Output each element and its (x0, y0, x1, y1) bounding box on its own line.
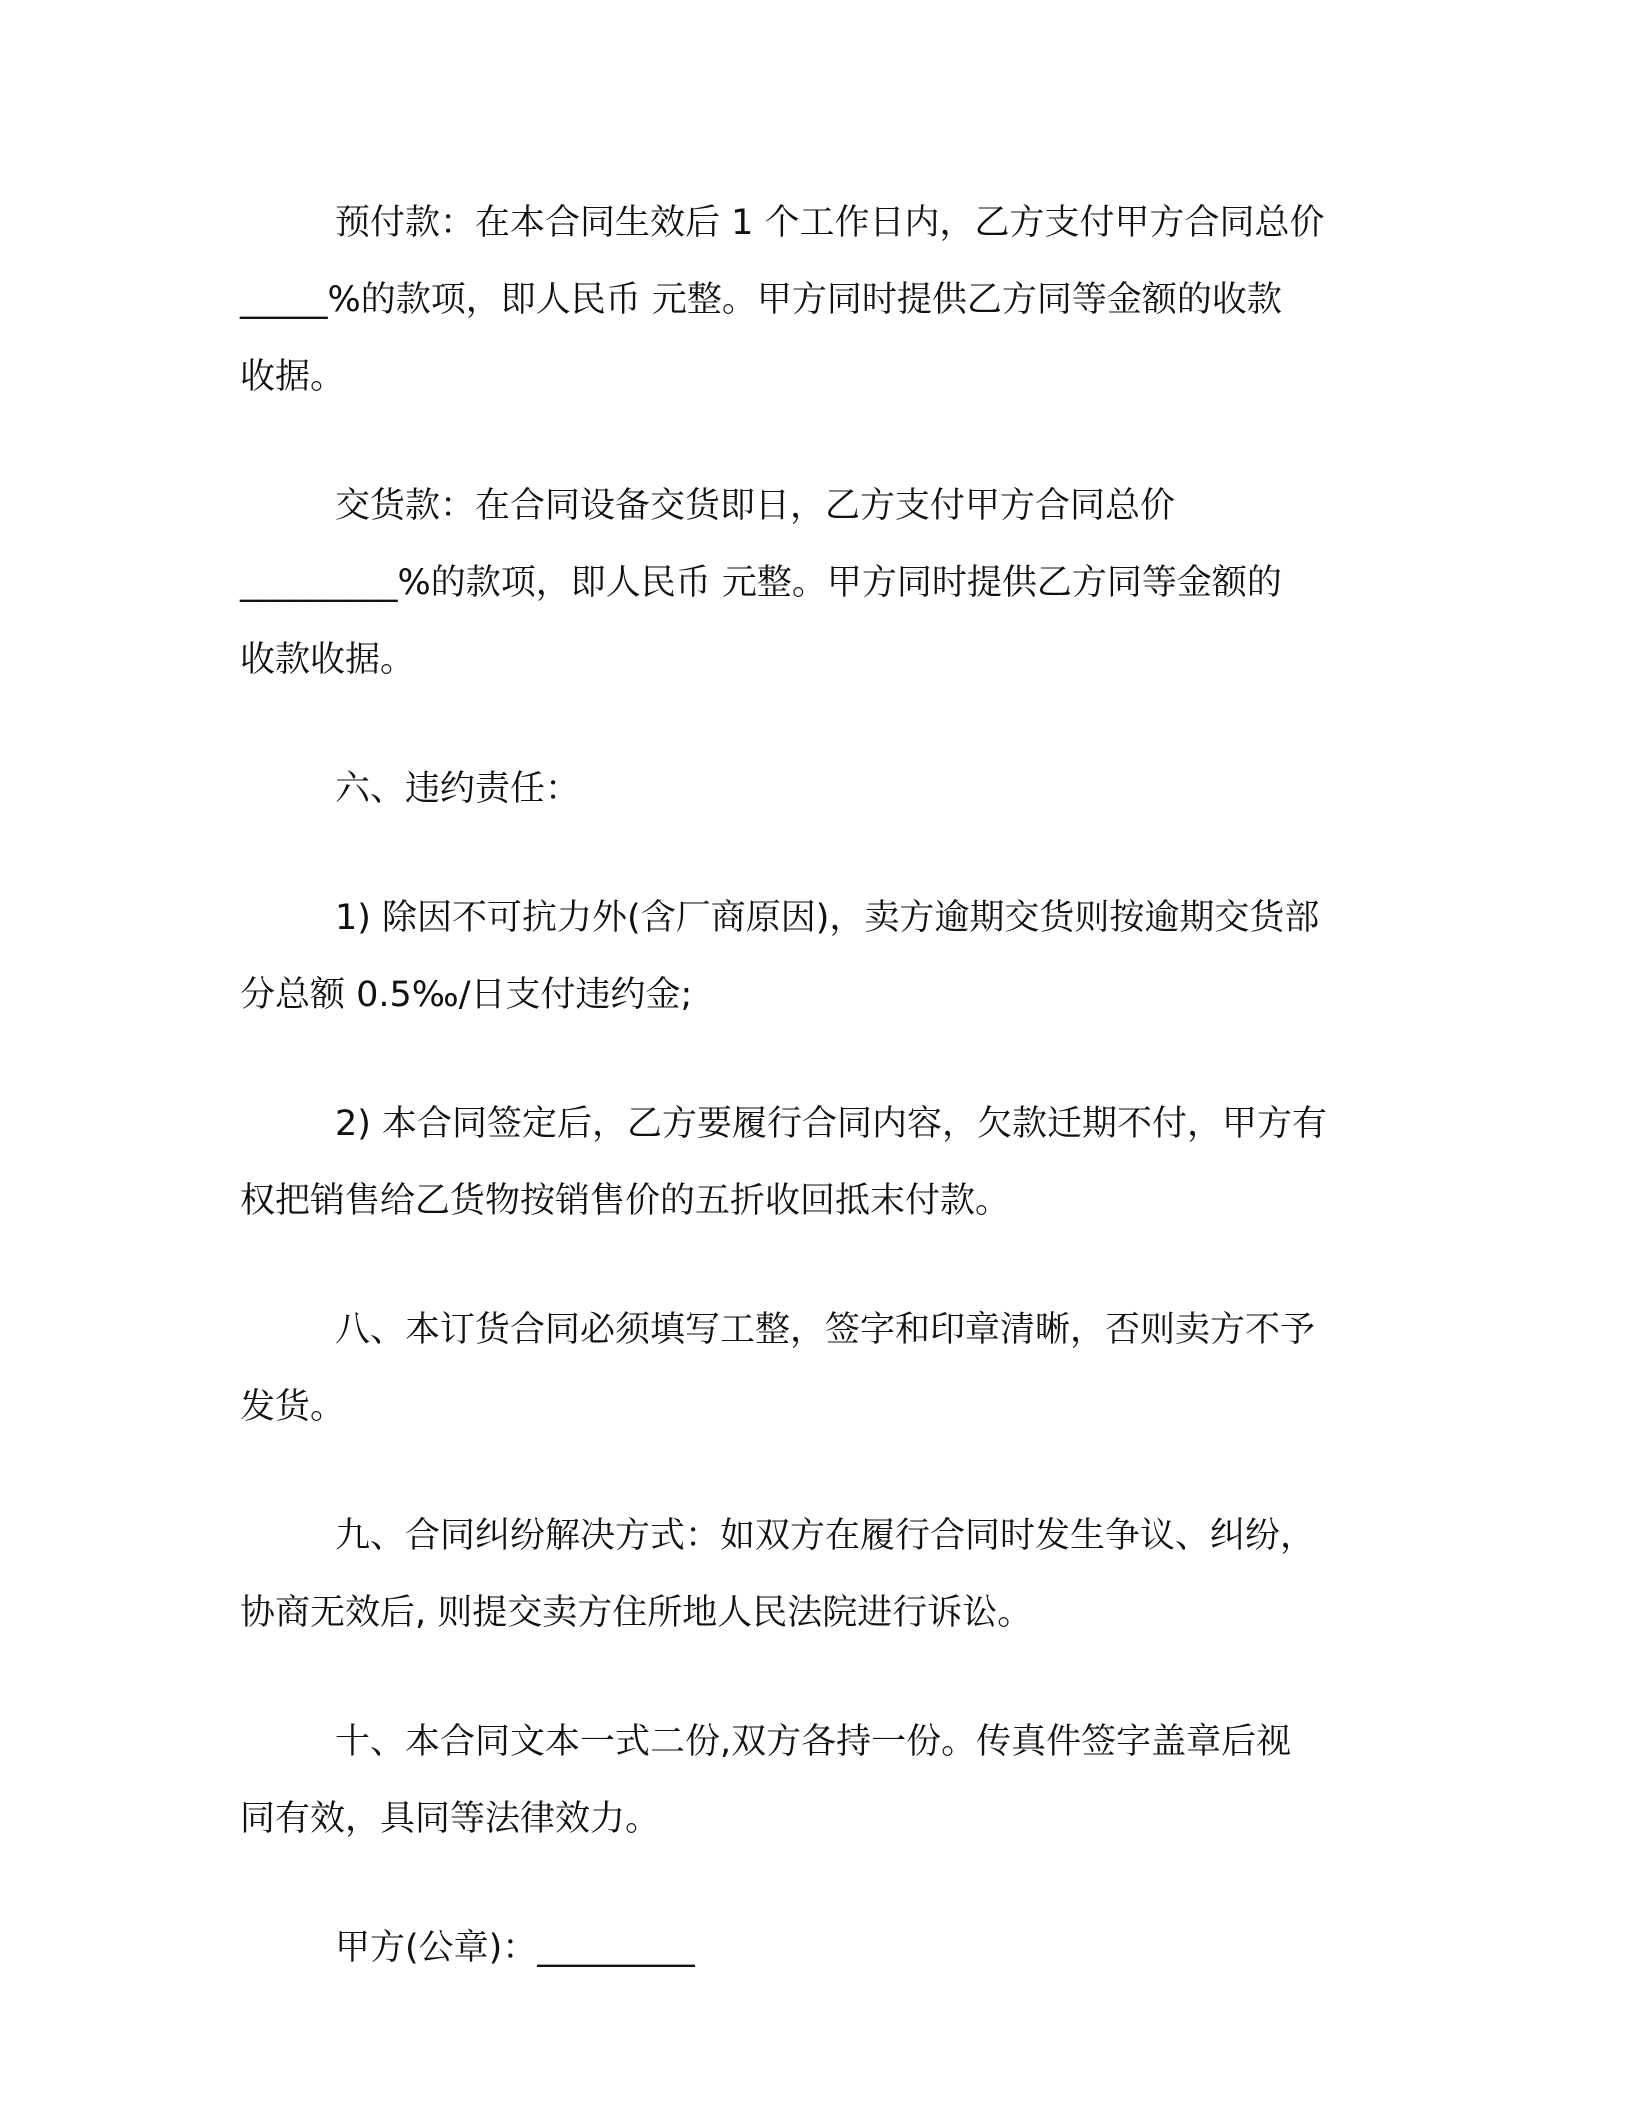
text-line: 八、本订货合同必须填写工整，签字和印章清晰，否则卖方不予 (335, 1310, 1316, 1350)
text-line: 协商无效后, 则提交卖方住所地人民法院进行诉讼。 (240, 1593, 1033, 1633)
paragraph-section-9 (240, 1498, 1382, 1652)
document-body (240, 185, 1382, 1987)
text-line: 收据。 (240, 357, 346, 397)
text-line: 1) 除因不可抗力外(含厂商原因)，卖方逾期交货则按逾期交货部 (335, 898, 1320, 938)
text-line: 六、违约责任： (335, 769, 581, 809)
paragraph-liability-2 (240, 1086, 1382, 1240)
text-line: 分总额 0.5‰/日支付违约金; (240, 975, 693, 1015)
text-line: 交货款：在合同设备交货即日，乙方支付甲方合同总价 (335, 486, 1176, 526)
signature-party-a: 甲方(公章)：_________ (335, 1928, 695, 1968)
paragraph-prepayment (240, 185, 1382, 416)
text-line: _________%的款项，即人民币 元整。甲方同时提供乙方同等金额的 (240, 563, 1282, 603)
paragraph-section-8 (240, 1292, 1382, 1446)
text-line: 2) 本合同签定后，乙方要履行合同内容，欠款迁期不付，甲方有 (335, 1104, 1328, 1144)
text-line: 预付款：在本合同生效后 1 个工作日内，乙方支付甲方合同总价 (335, 203, 1325, 243)
text-line: 发货。 (240, 1387, 346, 1427)
text-line: 九、合同纠纷解决方式：如双方在履行合同时发生争议、纠纷， (335, 1516, 1316, 1556)
section-title-liability (240, 751, 1382, 828)
text-line: 十、本合同文本一式二份,双方各持一份。传真件签字盖章后视 (335, 1722, 1292, 1762)
text-line: _____%的款项，即人民币 元整。甲方同时提供乙方同等金额的收款 (240, 280, 1282, 320)
paragraph-section-10 (240, 1704, 1382, 1858)
text-line: 收款收据。 (240, 640, 416, 680)
text-line: 同有效，具同等法律效力。 (240, 1799, 661, 1839)
paragraph-liability-1 (240, 880, 1382, 1034)
text-line: 权把销售给乙货物按销售价的五折收回抵末付款。 (240, 1181, 1011, 1221)
paragraph-delivery-payment (240, 468, 1382, 699)
